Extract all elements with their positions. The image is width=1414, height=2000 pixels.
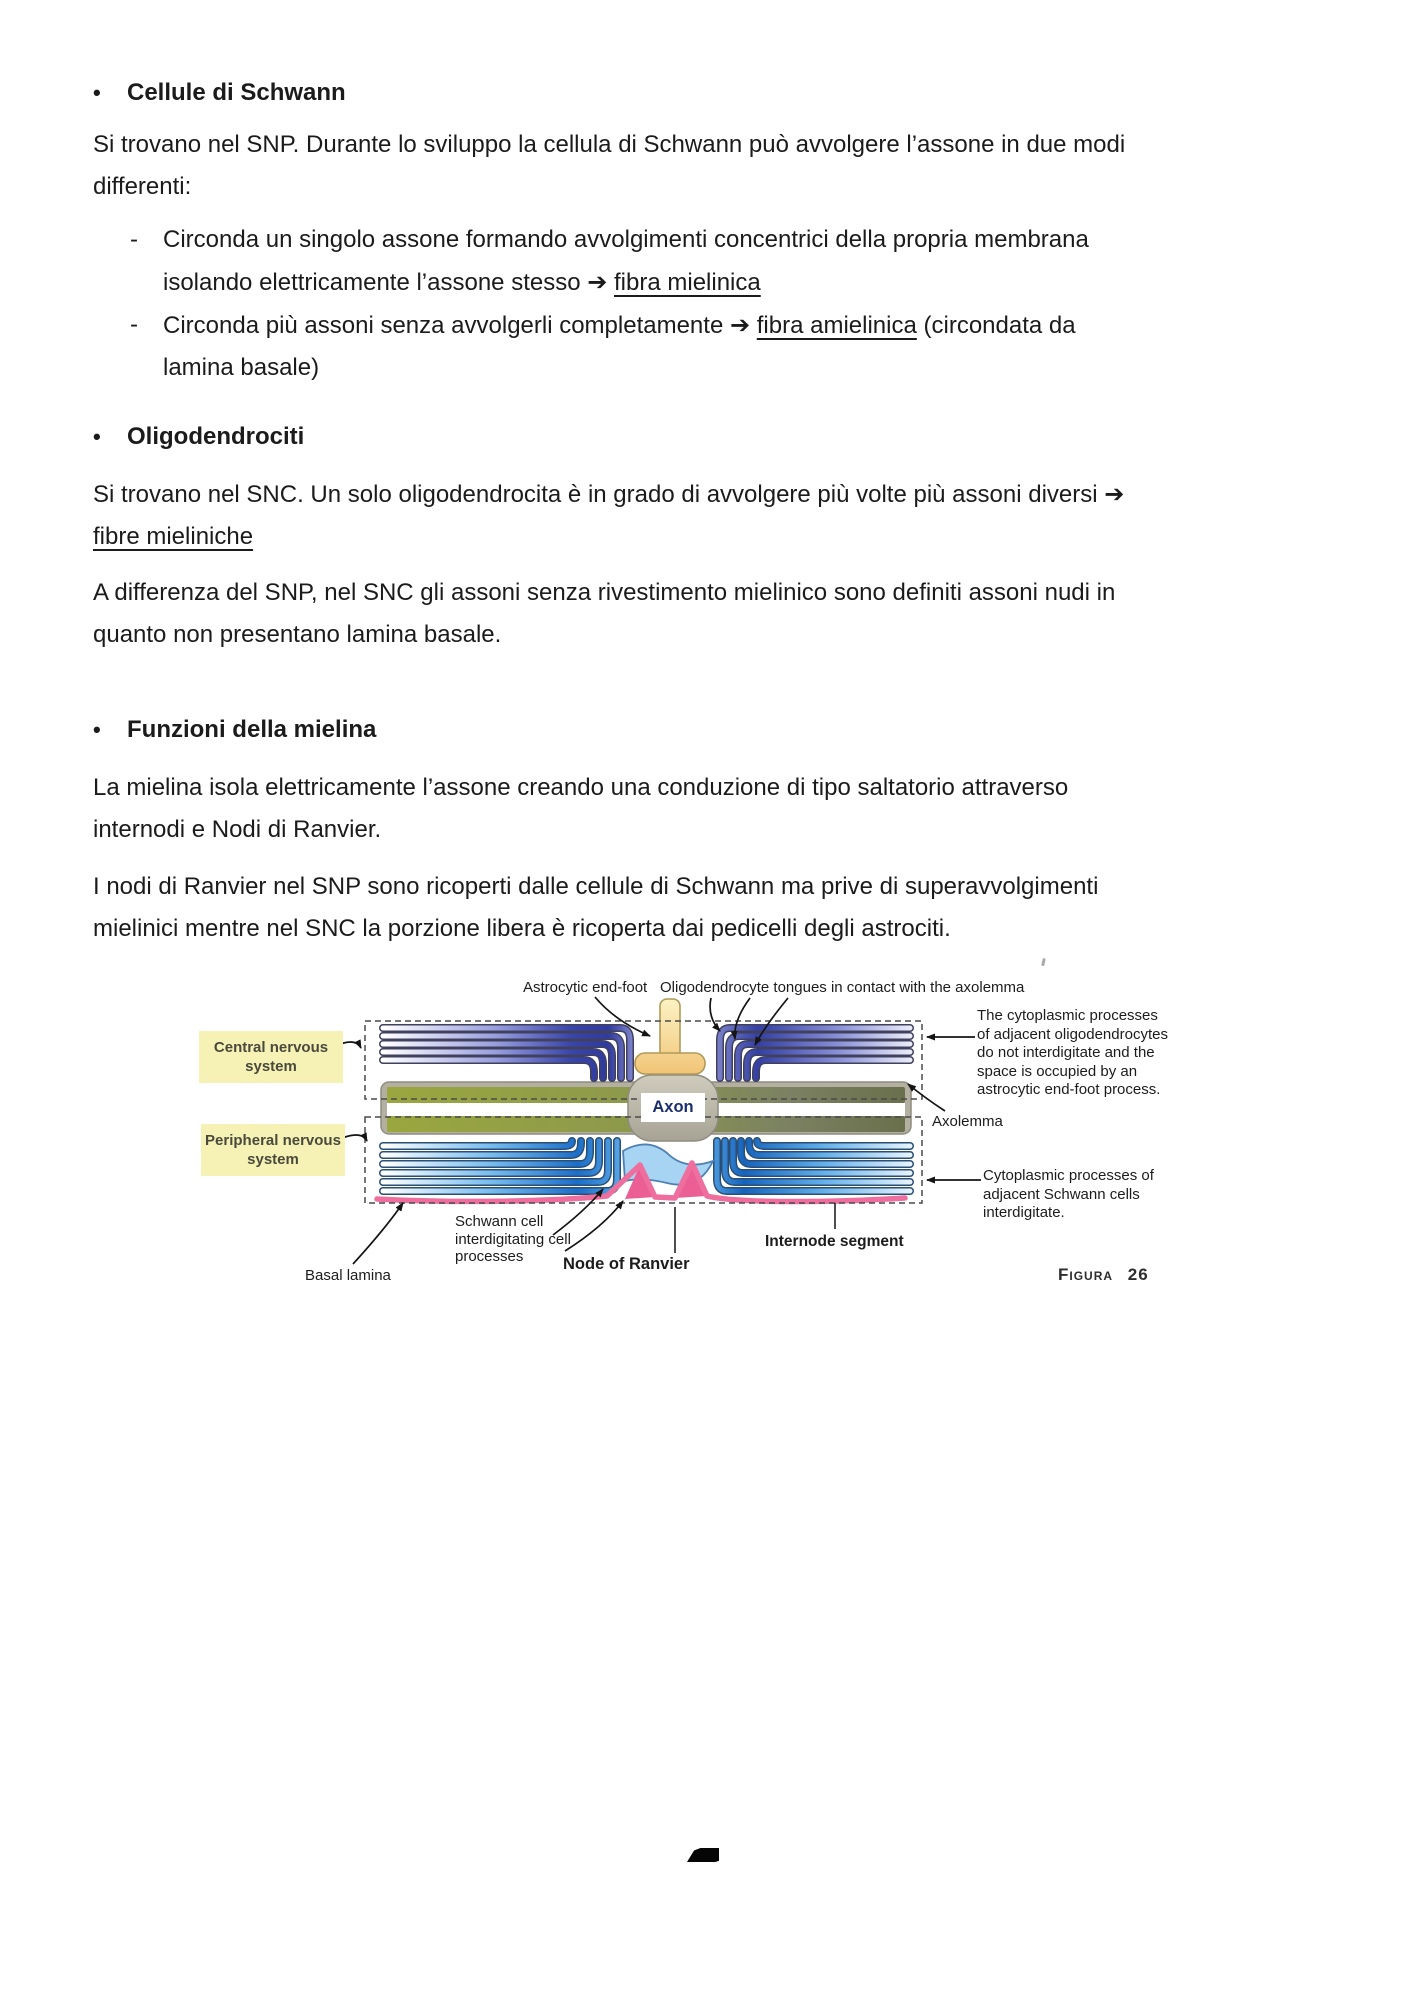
bullet-list bbox=[93, 219, 1322, 389]
bullet-icon: • bbox=[93, 717, 101, 742]
paragraph-line: mielinici mentre nel SNC la porzione libera è ricoperta dai pedicelli degli astrociti. bbox=[93, 915, 951, 942]
paragraph-line: lamina basale) bbox=[163, 354, 320, 381]
bullet-icon: • bbox=[93, 80, 101, 105]
figure-myelination-diagram bbox=[155, 951, 1175, 1299]
text-run: (circondata da bbox=[916, 312, 1076, 339]
list-marker: - bbox=[130, 311, 138, 338]
paragraph-line bbox=[93, 473, 1322, 516]
label-astrocytic-end-foot: Astrocytic end-foot bbox=[523, 979, 648, 996]
arrow-glyph: ➔ bbox=[1104, 480, 1125, 508]
ink-mark bbox=[687, 1848, 719, 1862]
label-internode-segment: Internode segment bbox=[765, 1233, 904, 1250]
list-item-body bbox=[163, 219, 1089, 304]
underlined-term: fibra amielinica bbox=[756, 312, 917, 339]
label-oligodendrocyte-tongues: Oligodendrocyte tongues in contact with the axolemma bbox=[660, 979, 1025, 996]
heading-text: Oligodendrociti bbox=[127, 423, 305, 450]
pns-myelin-right bbox=[717, 1141, 910, 1191]
paragraph-nodi-ranvier bbox=[93, 866, 1322, 950]
cns-myelin-left bbox=[383, 1028, 630, 1078]
astrocytic-end-foot-shape bbox=[635, 999, 705, 1074]
text-run: isolando elettricamente l’assone stesso bbox=[163, 269, 588, 296]
label-basal-lamina: Basal lamina bbox=[305, 1267, 391, 1284]
paragraph-line bbox=[163, 261, 1089, 304]
figure-caption: Figura 26 bbox=[1058, 1265, 1149, 1284]
arrow-glyph: ➔ bbox=[729, 311, 751, 339]
paragraph-line bbox=[93, 516, 1322, 558]
underlined-term: fibre mieliniche bbox=[93, 523, 254, 550]
stray-speck bbox=[1041, 958, 1046, 966]
list-marker: - bbox=[130, 226, 138, 253]
paragraph-line: Si trovano nel SNP. Durante lo sviluppo la cellula di Schwann può avvolgere l’assone in due modi bbox=[93, 131, 1126, 158]
heading-text: Funzioni della mielina bbox=[127, 716, 377, 743]
pns-myelin-left bbox=[383, 1141, 617, 1191]
heading-text: Cellule di Schwann bbox=[127, 79, 346, 106]
paragraph-mielina bbox=[93, 767, 1322, 851]
heading-oligodendrociti bbox=[93, 416, 1322, 458]
heading-funzioni-mielina bbox=[93, 709, 1322, 751]
heading-cellule-di-schwann bbox=[93, 72, 1322, 114]
paragraph-line: La mielina isola elettricamente l’assone creando una conduzione di tipo saltatorio attraverso bbox=[93, 774, 1069, 801]
paragraph-line: A differenza del SNP, nel SNC gli assoni senza rivestimento mielinico sono definiti assoni nudi in bbox=[93, 579, 1116, 606]
paragraph-line: internodi e Nodi di Ranvier. bbox=[93, 816, 382, 843]
label-box-central-nervous-system: Central nervous system bbox=[199, 1031, 343, 1083]
arrow-glyph: ➔ bbox=[587, 268, 608, 296]
list-item bbox=[93, 219, 1322, 304]
bullet-icon: • bbox=[93, 424, 101, 449]
paragraph-line: I nodi di Ranvier nel SNP sono ricoperti dalle cellule di Schwann ma prive di superavvolgimenti bbox=[93, 873, 1099, 900]
label-axon: Axon bbox=[641, 1093, 705, 1122]
paragraph-line: differenti: bbox=[93, 173, 192, 200]
paragraph-schwann-intro bbox=[93, 124, 1322, 208]
label-node-of-ranvier: Node of Ranvier bbox=[563, 1255, 690, 1273]
list-item-body bbox=[163, 304, 1076, 389]
paragraph-line: quanto non presentano lamina basale. bbox=[93, 621, 502, 648]
label-box-peripheral-nervous-system: Peripheral nervous system bbox=[201, 1124, 345, 1176]
note-schwann-processes: Cytoplasmic processes of adjacent Schwann cells interdigitate. bbox=[983, 1167, 1154, 1221]
text-run: Si trovano nel SNC. Un solo oligodendrocita è in grado di avvolgere più volte più assoni diversi bbox=[93, 481, 1105, 508]
label-schwann-cell-processes: Schwann cell interdigitating cell processes bbox=[455, 1213, 571, 1265]
list-item bbox=[93, 304, 1322, 389]
note-oligodendrocyte-processes: The cytoplasmic processes of adjacent oligodendrocytes do not interdigitate and the space is occupied by an astrocytic end-foot process. bbox=[977, 1007, 1168, 1098]
underlined-term: fibra mielinica bbox=[614, 269, 761, 296]
cns-myelin-right bbox=[720, 1028, 910, 1078]
text-run: Circonda più assoni senza avvolgerli completamente bbox=[163, 312, 730, 339]
paragraph-line bbox=[163, 304, 1076, 347]
paragraph-assoni-nudi bbox=[93, 572, 1322, 656]
label-axolemma: Axolemma bbox=[932, 1113, 1003, 1130]
paragraph-oligo bbox=[93, 473, 1322, 558]
paragraph-line: Circonda un singolo assone formando avvolgimenti concentrici della propria membrana bbox=[163, 226, 1089, 253]
